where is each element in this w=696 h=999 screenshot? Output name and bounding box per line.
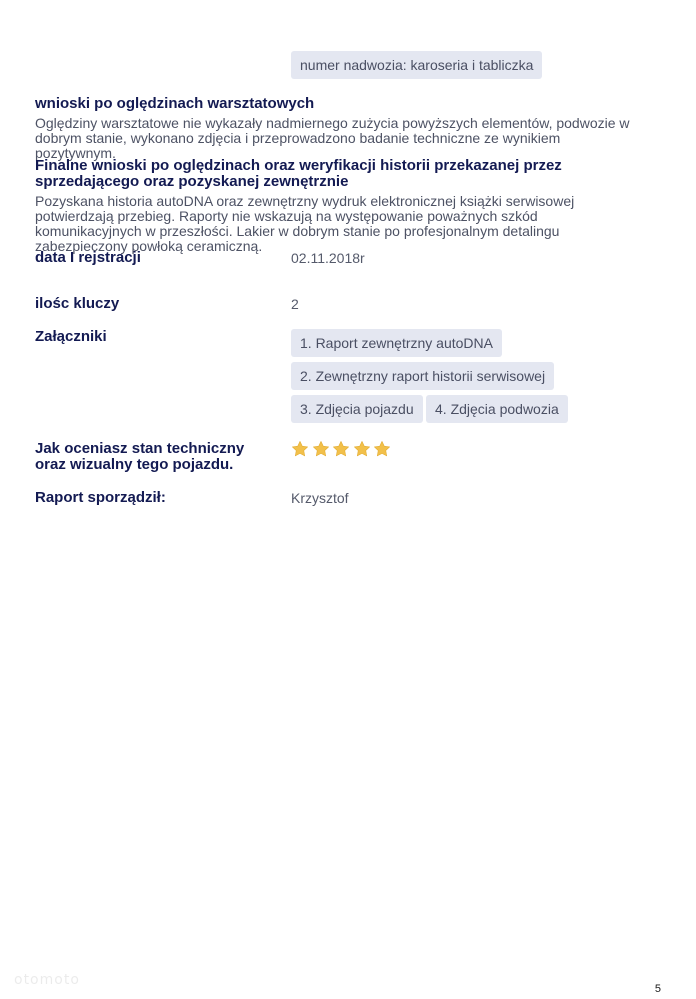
star-icon (291, 440, 309, 458)
attachment-service-history[interactable]: 2. Zewnętrzny raport historii serwisowej (291, 362, 554, 390)
registration-label: data I rejstracji (35, 249, 141, 266)
attachment-autodna[interactable]: 1. Raport zewnętrzny autoDNA (291, 329, 502, 357)
star-icon (373, 440, 391, 458)
workshop-title: wnioski po oględzinach warsztatowych (35, 95, 315, 112)
attachment-vehicle-photos[interactable]: 3. Zdjęcia pojazdu (291, 395, 423, 423)
vin-chip: numer nadwozia: karoseria i tabliczka (291, 51, 542, 79)
final-title: Finalne wnioski po oględzinach oraz weryfikacji historii przekazanej przez sprzedającego oraz pozyskanej zewnętrznie (35, 157, 562, 190)
workshop-text: Oględziny warsztatowe nie wykazały nadmiernego zużycia powyższych elementów, podwozie w dobrym stanie, wykonano zdjęcia i przeprowadzono badanie techniczne ze wynikiem pozytywnym. (35, 115, 630, 161)
rating-stars (291, 440, 394, 458)
final-text: Pozyskana historia autoDNA oraz zewnętrzny wydruk elektronicznej książki serwisowej potwierdzają przebieg. Raporty nie wskazują na występowanie poważnych szkód komunikacyjnych w przeszłości. Lakier w dobrym stanie po profesjonalnym detalingu zabezpieczony powłoką ceramiczną. (35, 193, 575, 254)
keys-value: 2 (291, 296, 299, 312)
star-icon (353, 440, 371, 458)
page-number: 5 (654, 983, 661, 995)
attachment-underbody-photos[interactable]: 4. Zdjęcia podwozia (426, 395, 568, 423)
registration-value: 02.11.2018r (291, 250, 365, 266)
keys-label: ilośc kluczy (35, 295, 120, 312)
author-value: Krzysztof (291, 490, 349, 506)
author-label: Raport sporządził: (35, 489, 166, 506)
attachments-label: Załączniki (35, 328, 107, 345)
star-icon (312, 440, 330, 458)
rating-label: Jak oceniasz stan techniczny oraz wizualny tego pojazdu. (35, 440, 245, 473)
watermark-logo: otomoto (14, 972, 80, 988)
star-icon (332, 440, 350, 458)
